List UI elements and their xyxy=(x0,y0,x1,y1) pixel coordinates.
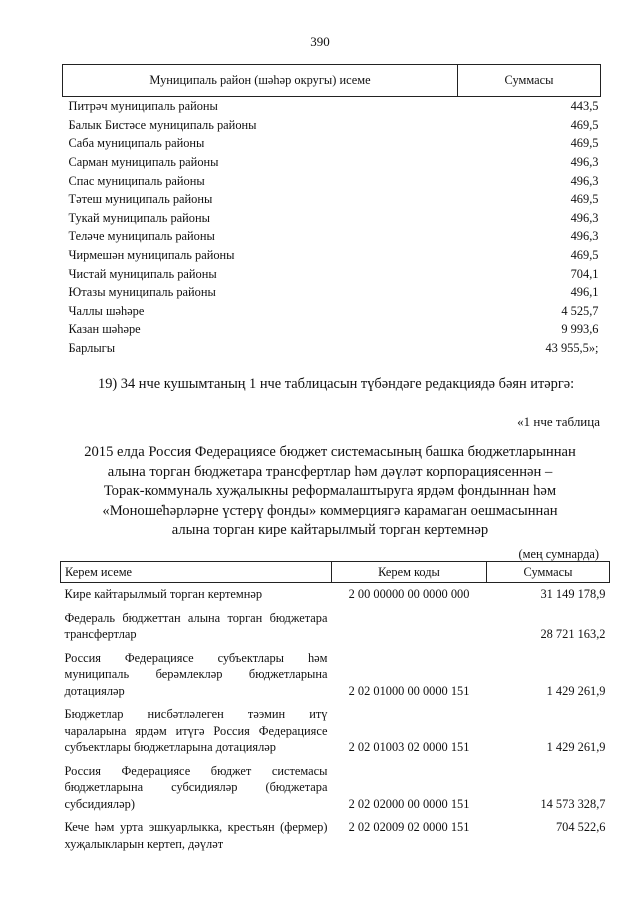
total-label: Барлыгы xyxy=(68,341,116,356)
revenue-code: 2 02 01003 02 0000 151 xyxy=(348,740,470,754)
table-row xyxy=(63,246,601,265)
municipality-name: Чаллы шәһәре xyxy=(68,303,145,318)
column-header-revenue-sum: Суммасы xyxy=(487,562,610,583)
table-row xyxy=(61,816,610,856)
table-row xyxy=(63,227,601,246)
municipality-name: Саба муниципаль районы xyxy=(68,136,205,151)
revenue-code xyxy=(332,607,487,647)
municipality-sum: 704,1 xyxy=(570,266,599,281)
revenue-table xyxy=(60,561,610,856)
table-row xyxy=(61,583,610,607)
table-row xyxy=(63,283,601,302)
municipality-sum: 496,3 xyxy=(570,229,599,244)
municipal-sums-table xyxy=(62,64,601,357)
title-line: «Моноше̇һәрләрне үстерү фонды» коммерциягә карамаган оешмасыннан xyxy=(102,502,558,519)
column-header-revenue-name: Керем исеме xyxy=(61,562,332,583)
units-note: (мең сумнарда) xyxy=(518,547,599,561)
municipality-sum: 496,1 xyxy=(570,285,599,300)
revenue-code: 2 02 02000 00 0000 151 xyxy=(348,796,470,811)
revenue-code: 2 02 01000 00 0000 151 xyxy=(348,683,470,698)
revenue-name: Кире кайтарылмый торган кертемнәр xyxy=(64,587,263,601)
municipality-name: Чирмешән муниципаль районы xyxy=(68,248,235,263)
municipality-sum: 9 993,6 xyxy=(561,322,599,337)
table-row xyxy=(63,134,601,153)
title-line: Торак-коммуналь хуҗалыкны реформалаштыруга ярдәм фондыннан һәм xyxy=(103,483,557,499)
table-row xyxy=(63,264,601,283)
municipality-name: Теләче муниципаль районы xyxy=(68,229,215,244)
table-row xyxy=(63,320,601,339)
municipality-name: Спас муниципаль районы xyxy=(68,173,205,188)
municipality-name: Тәтеш муниципаль районы xyxy=(68,192,213,207)
table-row xyxy=(63,153,601,172)
revenue-name: Федераль бюджеттан алына торган бюджетара трансфертлар xyxy=(64,610,328,641)
amendment-text: 19) 34 нче кушымтаның 1 нче таблицасын түбәндәге редакциядә бәян итәргә: xyxy=(98,376,575,392)
column-header-municipality: Муниципаль район (шәһәр округы) исеме xyxy=(63,65,458,97)
table-row xyxy=(63,97,601,116)
table-row xyxy=(61,703,610,760)
table-header-row xyxy=(61,562,610,583)
revenue-code: 2 00 00000 00 0000 000 xyxy=(348,587,470,601)
table-row xyxy=(63,171,601,190)
municipality-name: Сарман муниципаль районы xyxy=(68,155,219,170)
municipality-sum: 496,3 xyxy=(570,210,599,225)
revenue-sum: 14 573 328,7 xyxy=(540,796,606,811)
revenue-name: Кече һәм урта эшкуарлыкка, крестьян (фермер) хуҗалыкларын кертеп, дәүләт xyxy=(64,820,328,851)
municipality-sum: 469,5 xyxy=(570,117,599,132)
municipality-name: Тукай муниципаль районы xyxy=(68,210,210,225)
municipality-sum: 443,5 xyxy=(570,99,599,114)
title-line: алына торган кире кайтарылмый торган кертемнәр xyxy=(171,522,489,538)
revenue-sum: 31 149 178,9 xyxy=(540,587,606,601)
revenue-name: Бюджетлар нисбәтләлеген тәэмин итү чараларына ярдәм итүгә Россия Федерациясе субъектлары бюджетларына дотацияләр xyxy=(64,707,328,754)
municipality-name: Казан шәһәре xyxy=(68,322,141,337)
title-line: алына торган бюджетара трансфертлар һәм дәүләт корпорациясеннән – xyxy=(107,463,553,480)
total-sum: 43 955,5»; xyxy=(545,341,599,356)
document-title xyxy=(60,443,600,541)
table-row xyxy=(63,302,601,321)
municipality-sum: 469,5 xyxy=(570,192,599,207)
municipality-name: Балык Бистәсе муниципаль районы xyxy=(68,117,257,132)
table-row xyxy=(63,116,601,135)
municipality-sum: 469,5 xyxy=(570,248,599,263)
revenue-sum: 1 429 261,9 xyxy=(546,683,606,698)
page-number: 390 xyxy=(310,34,330,49)
revenue-sum: 1 429 261,9 xyxy=(546,740,606,754)
municipality-name: Ютазы муниципаль районы xyxy=(68,285,216,300)
table-row xyxy=(61,647,610,704)
revenue-sum: 704 522,6 xyxy=(555,820,606,834)
revenue-sum: 28 721 163,2 xyxy=(540,627,606,641)
revenue-name: Россия Федерациясе субъектлары һәм муниципаль берәмлекләр бюджетларына дотацияләр xyxy=(64,650,328,698)
table-header-row xyxy=(63,65,601,97)
municipality-sum: 496,3 xyxy=(570,173,599,188)
table-reference: «1 нче таблица xyxy=(517,414,600,429)
table-row xyxy=(61,607,610,647)
table-row xyxy=(63,190,601,209)
revenue-name: Россия Федерациясе бюджет системасы бюджетларына субсидияләр (бюджетара субсидияләр) xyxy=(64,763,328,811)
table-row xyxy=(63,209,601,228)
revenue-code: 2 02 02009 02 0000 151 xyxy=(348,820,470,834)
municipality-sum: 469,5 xyxy=(570,136,599,151)
table-row xyxy=(61,760,610,817)
municipality-sum: 496,3 xyxy=(570,155,599,170)
municipality-name: Чистай муниципаль районы xyxy=(68,266,217,281)
total-row xyxy=(63,339,601,358)
municipality-name: Питрәч муниципаль районы xyxy=(68,99,218,114)
municipality-sum: 4 525,7 xyxy=(561,303,599,318)
column-header-revenue-code: Керем коды xyxy=(332,562,487,583)
column-header-sum: Суммасы xyxy=(458,65,601,97)
title-line: 2015 елда Россия Федерациясе бюджет системасының башка бюджетларыннан xyxy=(84,444,576,460)
